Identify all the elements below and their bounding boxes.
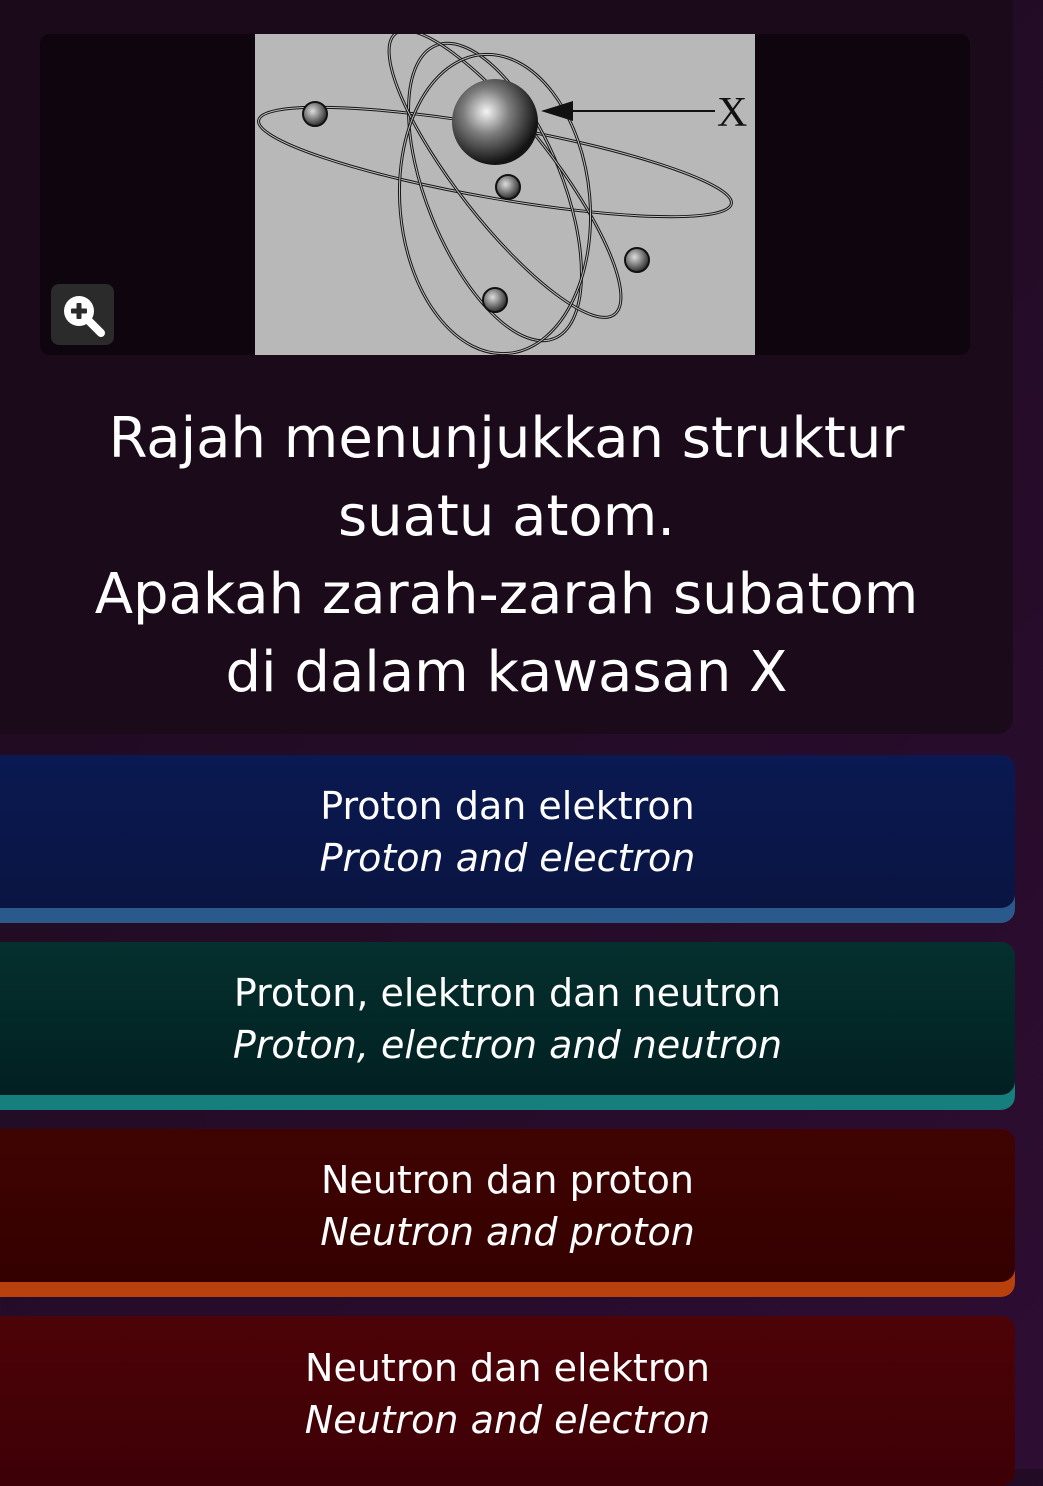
question-card <box>0 0 1013 734</box>
zoom-in-button[interactable] <box>51 284 114 345</box>
answer-option-2[interactable] <box>0 942 1015 1110</box>
atom-diagram-svg <box>255 34 755 355</box>
electron <box>483 288 507 312</box>
nucleus <box>452 79 538 165</box>
option-text-malay: Proton dan elektron <box>320 784 695 828</box>
question-line: Apakah zarah-zarah subatom <box>94 562 919 627</box>
option-text-english: Proton and electron <box>319 836 696 880</box>
question-line: Rajah menunjukkan struktur <box>108 406 905 471</box>
media-frame <box>40 34 970 355</box>
question-line: di dalam kawasan X <box>225 640 788 705</box>
region-x-label: X <box>717 90 748 136</box>
electron <box>496 175 520 199</box>
x-pointer-arrowhead <box>541 101 573 121</box>
question-line: suatu atom. <box>337 484 676 549</box>
atom-diagram <box>255 34 755 355</box>
option-text-malay: Proton, elektron dan neutron <box>233 971 782 1015</box>
option-text-english: Proton, electron and neutron <box>232 1023 783 1067</box>
answer-option-1[interactable] <box>0 755 1015 923</box>
answer-option-3[interactable] <box>0 1129 1015 1297</box>
option-text-english: Neutron and proton <box>320 1210 695 1254</box>
electron <box>303 102 327 126</box>
answer-option-4[interactable] <box>0 1316 1015 1486</box>
electron <box>625 248 649 272</box>
zoom-in-icon <box>60 292 106 338</box>
option-text-malay: Neutron dan proton <box>321 1158 694 1202</box>
question-text <box>20 400 993 712</box>
option-text-malay: Neutron dan elektron <box>305 1346 710 1390</box>
option-text-english: Neutron and electron <box>304 1398 711 1442</box>
